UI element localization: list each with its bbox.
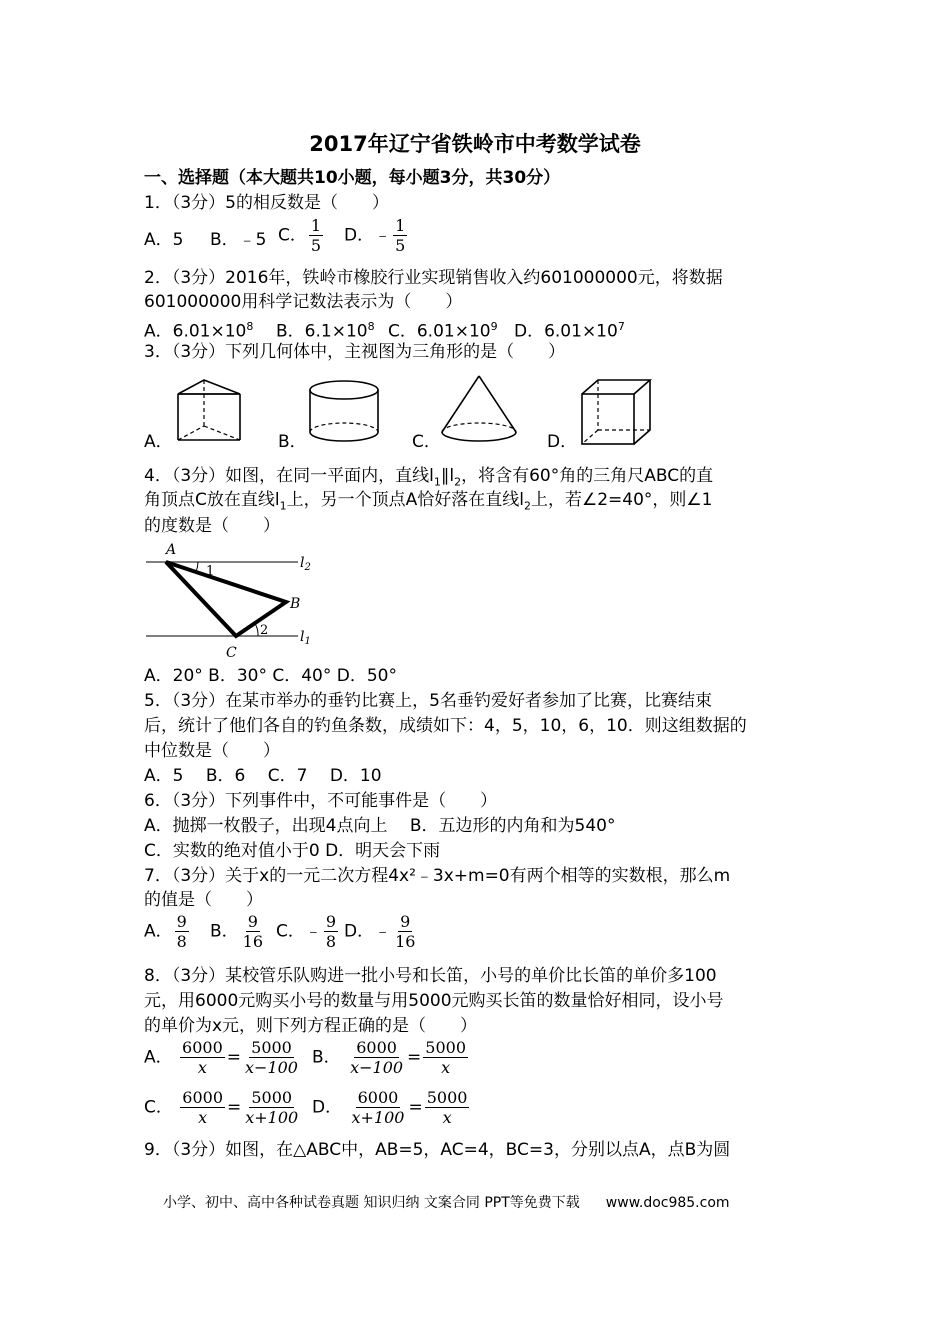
q1-option-d: D．﹣ $\frac{1}{5}$ bbox=[344, 216, 406, 255]
q3-option-c: C． bbox=[412, 432, 441, 452]
q5-options: A．5 B．6 C．7 D．10 bbox=[144, 766, 382, 786]
footer-url[interactable]: www.doc985.com bbox=[605, 1195, 730, 1211]
question-8-line-3: 的单价为x元，则下列方程正确的是（ ） bbox=[144, 1016, 478, 1036]
question-2-line-2: 601000000用科学记数法表示为（ ） bbox=[144, 292, 463, 312]
q3-option-b: B． bbox=[278, 432, 307, 452]
cube-figure bbox=[578, 376, 654, 448]
q3-option-d: D． bbox=[547, 432, 578, 452]
angle-1-label: 1 bbox=[206, 564, 215, 579]
q4-options: A．20° B．30° C．40° D．50° bbox=[144, 666, 397, 686]
question-4-line-2: 角顶点C放在直线$l_1$上，另一个顶点A恰好落在直线$l_2$上，若∠2=40°，则∠1 bbox=[144, 490, 713, 513]
point-c-label: C bbox=[226, 645, 237, 661]
q8-option-d: D． $\frac{6000}{x+100}$ = $\frac{5000}{x}$ bbox=[312, 1088, 468, 1127]
question-5-line-1: 5．（3分）在某市举办的垂钓比赛上，5名垂钓爱好者参加了比赛，比赛结束 bbox=[144, 691, 712, 711]
page-title: 2017年辽宁省铁岭市中考数学试卷 bbox=[309, 132, 641, 156]
question-8-line-2: 元，用6000元购买小号的数量与用5000元购买长笛的数量恰好相同，设小号 bbox=[144, 991, 724, 1011]
triangular-prism-figure bbox=[174, 376, 246, 446]
q7-option-a: A． $\frac{9}{8}$ bbox=[144, 912, 187, 951]
question-5-line-2: 后，统计了他们各自的钓鱼条数，成绩如下：4，5，10，6，10．则这组数据的 bbox=[144, 716, 747, 736]
question-5-line-3: 中位数是（ ） bbox=[144, 741, 280, 761]
section-heading: 一、选择题（本大题共10小题，每小题3分，共30分） bbox=[144, 168, 561, 188]
q2-option-a: A．$6.01\times 10^8$ bbox=[144, 320, 254, 342]
angle-2-label: 2 bbox=[260, 623, 269, 638]
q7-option-d: D．﹣ $\frac{9}{16}$ bbox=[344, 912, 416, 951]
parallel-lines-triangle-figure bbox=[140, 540, 320, 662]
question-2-line-1: 2．（3分）2016年，铁岭市橡胶行业实现销售收入约601000000元，将数据 bbox=[144, 268, 723, 288]
q2-option-b: B．$6.1\times 10^8$ bbox=[276, 320, 375, 342]
line-l2-label: $l_2$ bbox=[300, 555, 311, 573]
line-l1-label: $l_1$ bbox=[300, 629, 311, 647]
cone-figure bbox=[438, 372, 520, 448]
question-8-line-1: 8．（3分）某校管乐队购进一批小号和长笛，小号的单价比长笛的单价多100 bbox=[144, 966, 717, 986]
page-footer bbox=[163, 1192, 730, 1212]
q3-option-a: A． bbox=[144, 432, 173, 452]
q6-options-line-2: C．实数的绝对值小于0 D．明天会下雨 bbox=[144, 841, 441, 861]
q1-option-a: A．5 bbox=[144, 230, 184, 250]
q2-option-c: C．$6.01\times 10^9$ bbox=[388, 320, 498, 342]
question-7-line-2: 的值是（ ） bbox=[144, 890, 263, 910]
question-9-line-1: 9．（3分）如图，在△ABC中，AB=5，AC=4，BC=3，分别以点A，点B为圆 bbox=[144, 1140, 731, 1160]
footer-text: 小学、初中、高中各种试卷真题 知识归纳 文案合同 PPT等免费下载 bbox=[163, 1195, 580, 1211]
question-1-stem: 1．（3分）5的相反数是（ ） bbox=[144, 193, 389, 213]
question-7-line-1: 7．（3分）关于x的一元二次方程4x²﹣3x+m=0有两个相等的实数根，那么m bbox=[144, 866, 731, 886]
q1-option-b: B．﹣5 bbox=[210, 230, 267, 250]
question-4-line-3: 的度数是（ ） bbox=[144, 516, 280, 536]
q7-option-c: C．﹣ $\frac{9}{8}$ bbox=[276, 912, 337, 951]
q8-option-c: C． $\frac{6000}{x}$ = $\frac{5000}{x+100}$ bbox=[144, 1088, 299, 1127]
q8-option-b: B． $\frac{6000}{x-100}$ = $\frac{5000}{x}$ bbox=[312, 1038, 467, 1077]
point-b-label: B bbox=[290, 596, 301, 612]
q1-option-c: C． $\frac{1}{5}$ bbox=[278, 216, 322, 255]
q7-option-b: B． $\frac{9}{16}$ bbox=[210, 912, 264, 951]
cylinder-figure bbox=[306, 376, 382, 446]
point-a-label: A bbox=[166, 542, 177, 558]
q2-option-d: D．$6.01\times 10^7$ bbox=[514, 320, 625, 342]
question-6-stem: 6．（3分）下列事件中，不可能事件是（ ） bbox=[144, 791, 498, 811]
question-3-stem: 3．（3分）下列几何体中，主视图为三角形的是（ ） bbox=[144, 342, 566, 362]
q6-options-line-1: A．抛掷一枚骰子，出现4点向上 B．五边形的内角和为540° bbox=[144, 816, 616, 836]
q8-option-a: A． $\frac{6000}{x}$ = $\frac{5000}{x-100}$ bbox=[144, 1038, 298, 1077]
question-4-line-1: 4．（3分）如图，在同一平面内，直线$l_1\parallel l_2$，将含有60°角的三角尺ABC的直 bbox=[144, 466, 714, 489]
